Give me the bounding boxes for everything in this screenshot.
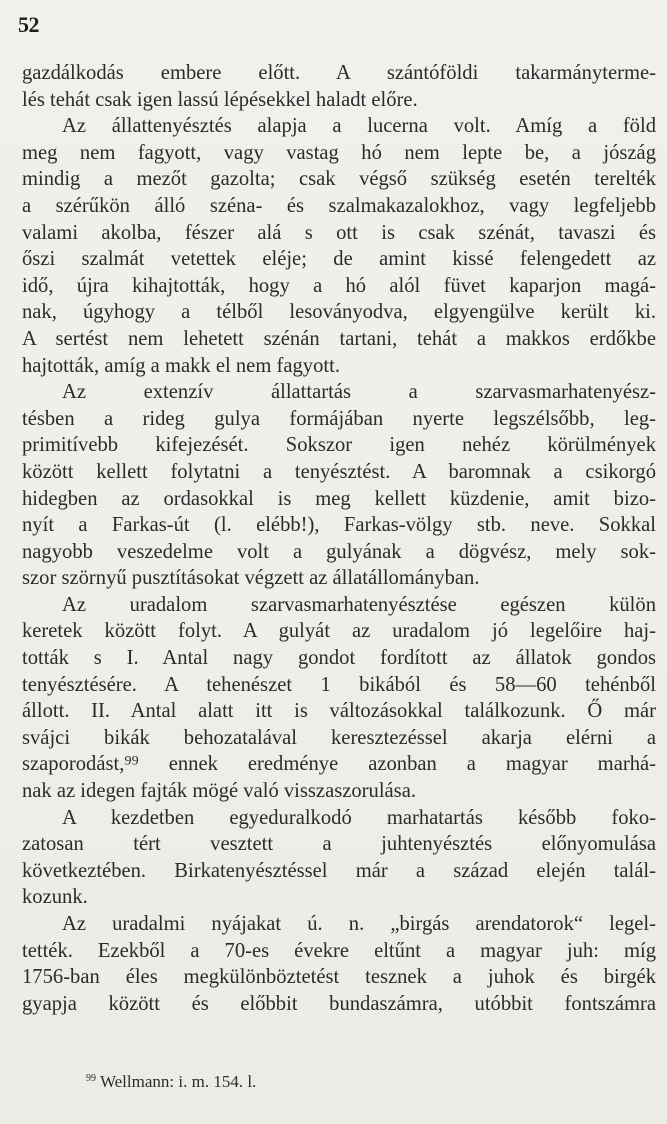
body-text [22, 60, 656, 1017]
text-line: Az állattenyésztés alapja a lucerna volt. Amíg a föld [62, 115, 656, 138]
text-line: meg nem fagyott, vagy vastag hó nem lepte be, a jószág [22, 141, 656, 164]
text-line: nagyobb veszedelme volt a gulyának a dögvész, mely sok- [22, 540, 656, 563]
text-line: primitívebb kifejezését. Sokszor igen nehéz körülmények [22, 434, 656, 457]
text-line: A kezdetben egyeduralkodó marhatartás később foko- [62, 806, 656, 829]
text-line: lés tehát csak igen lassú lépésekkel haladt előre. [22, 88, 418, 111]
text-line: hidegben az ordasokkal is meg kellett küzdenie, amit bizo- [22, 487, 656, 510]
text-line: tották s I. Antal nagy gondot fordított az állatok gondos [22, 647, 656, 670]
text-line: valami akolba, fészer alá s ott is csak szénát, tavaszi és [22, 221, 656, 244]
page-number: 52 [18, 12, 39, 37]
text-line: keretek között folyt. A gulyát az uradalom jó legelőire haj- [22, 620, 656, 643]
footnote [86, 1072, 256, 1092]
text-line: a szérűkön álló széna- és szalmakazalokhoz, vagy legfeljebb [22, 194, 656, 217]
text-line: Az extenzív állattartás a szarvasmarhatenyész- [62, 381, 656, 404]
text-line: tenyésztésére. A tehenészet 1 bikából és 58—60 tehénből [22, 673, 656, 696]
text-line: gazdálkodás embere előtt. A szántóföldi takarmányterme- [22, 62, 656, 84]
text-line: őszi szalmát vetettek eléje; de amint kissé felengedett az [22, 248, 656, 271]
text-line: tésben a rideg gulya formájában nyerte legszélsőbb, leg- [22, 407, 656, 430]
text-line: nak az idegen fajták mögé való visszaszorulása. [22, 780, 416, 803]
footnote-marker: 99 [86, 1073, 96, 1084]
footnote-text: Wellmann: i. m. 154. l. [99, 1072, 257, 1091]
text-line: A sertést nem lehetett szénán tartani, tehát a makkos erdőkbe [22, 327, 656, 350]
text-line: idő, újra kihajtották, hogy a hó alól füvet kaparjon magá- [22, 274, 656, 297]
text-line: 1756-ban éles megkülönböztetést tesznek a juhok és birgék [22, 966, 656, 989]
text-line: állott. II. Antal alatt itt is változásokkal találkozunk. Ő már [22, 700, 656, 723]
text-line: tették. Ezekből a 70-es évekre eltűnt a magyar juh: míg [22, 939, 656, 962]
text-line: szaporodást,⁹⁹ ennek eredménye azonban a magyar marhá- [22, 753, 656, 776]
text-line: zatosan tért vesztett a juhtenyésztés előnyomulása [22, 833, 656, 856]
text-line: hajtották, amíg a makk el nem fagyott. [22, 354, 340, 377]
text-line: gyapja között és előbbit bundaszámra, utóbbit fontszámra [22, 992, 656, 1015]
text-line: nak, úgyhogy a télből lesoványodva, elgyengülve került ki. [22, 301, 656, 324]
text-line: szor szörnyű pusztításokat végzett az állatállományban. [22, 567, 480, 590]
text-line: között kellett folytatni a tenyésztést. A baromnak a csikorgó [22, 460, 656, 483]
text-line: nyít a Farkas-út (l. elébb!), Farkas-völgy stb. neve. Sokkal [22, 514, 656, 537]
text-line: kozunk. [22, 886, 88, 909]
text-line: Az uradalmi nyájakat ú. n. „birgás arendatorok“ legel- [62, 913, 656, 935]
text-line: mindig a mezőt gazolta; csak végső szükség esetén terelték [22, 168, 656, 191]
text-line: svájci bikák behozatalával keresztezéssel akarja elérni a [22, 726, 656, 749]
text-line: következtében. Birkatenyésztéssel már a század elején talál- [22, 859, 656, 882]
text-line: Az uradalom szarvasmarhatenyésztése egészen külön [62, 593, 656, 616]
